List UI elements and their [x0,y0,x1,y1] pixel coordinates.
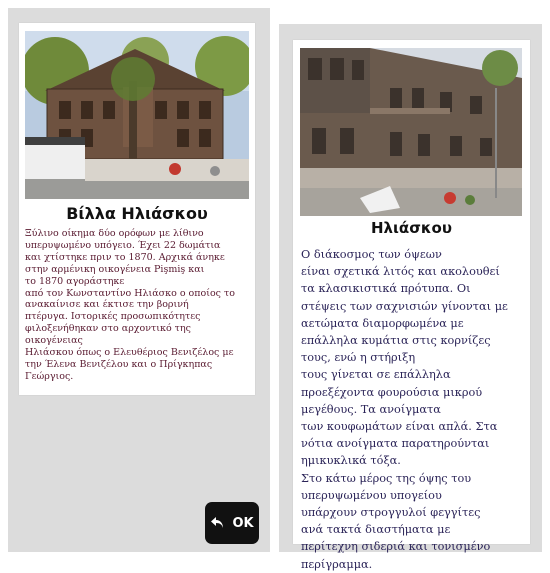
villa-title: Βίλλα Ηλιάσκου [66,204,208,223]
facade-photo [300,48,522,216]
undo-arrow-icon [210,515,226,531]
villa-description: Ξύλινο οίκημα δύο ορόφων με λίθινο υπερυψωμένο υπόγειο. Έχει 22 δωμάτια και χτίστηκε πριν το 1870. Αρχικά άνηκε στην αρμένικη οικογένεια Pişmiş και το 1870 αγοράστηκε από τον Κωνσταντίνο Ηλιάσκο ο οποίος το ανακαίνισε και έκτισε την βορινή πτέρυγα. Ιστορικές προσωπικότητες φιλοξενήθηκαν στο αρχοντικό της οικογένειας Ηλιάσκου όπως ο Ελευθέριος Βενιζέλος με την Έλενα Βενιζέλου και ο Πρίγκηπας Γεώργιος. [25,228,236,382]
ok-button[interactable] [205,502,259,544]
villa-photo [25,31,249,199]
facade-title: Ηλιάσκου [371,219,452,237]
ok-button-label: OK [232,515,254,531]
facade-description: Ο διάκοσμος των όψεων είναι σχετικά λιτός και ακολουθεί τα κλασικιστικά πρότυπα. Οι στέψεις των σαχνισιών γίνονται με αετώματα διαμορφωμένα με επάλληλα κυμάτια στις κορνίζες τους, ενώ η στήριξη τους γίνεται σε επάλληλα προεξέχοντα φουρούσια μικρού μεγέθους. Τα ανοίγματα των κουφωμάτων είναι απλά. Στα νότια ανοίγματα παρατηρούνται ημικυκλικά τόξα. Στο κάτω μέρος της όψης του υπερυψωμένου υπογείου υπάρχουν στρογγυλοί φεγγίτες ανά τακτά διαστήματα με περίτεχνη σιδεριά και τονισμένο περίγραμμα. [301,248,508,571]
